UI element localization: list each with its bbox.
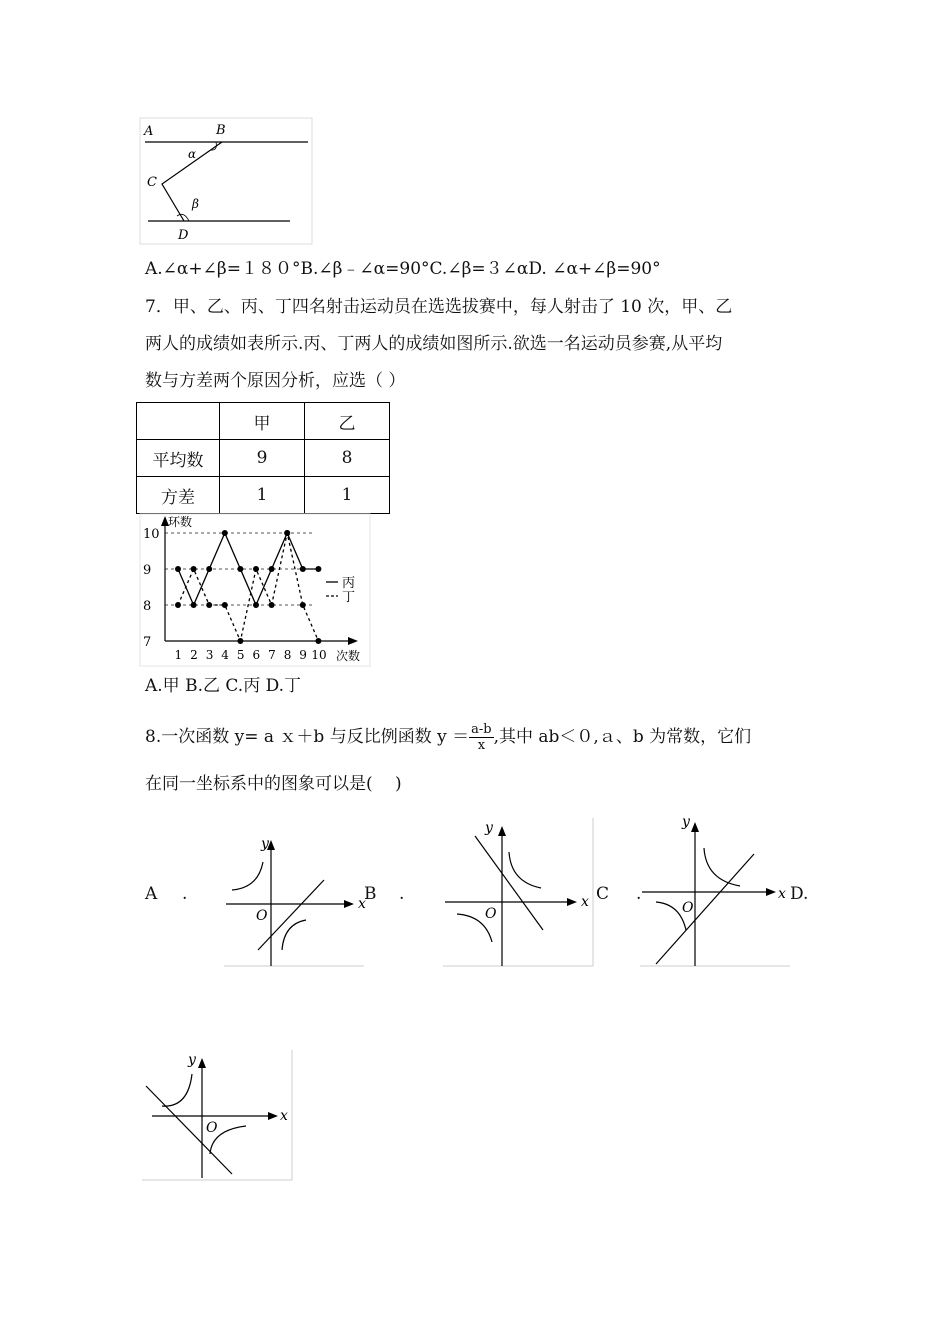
data-point [300, 602, 306, 608]
option-D-label: D. [790, 884, 809, 904]
table-cell: 平均数 [137, 440, 220, 477]
origin-label: O [206, 1120, 218, 1136]
axis-y-label: y [188, 1052, 196, 1068]
linear-graph [656, 854, 754, 964]
option-A-label: A [145, 884, 158, 904]
table-row [137, 403, 390, 440]
option-dot: . [182, 884, 188, 904]
table-cell: 1 [220, 477, 305, 514]
q7-options: A.甲 B.乙 C.丙 D.丁 [145, 676, 302, 696]
origin-label: O [485, 906, 497, 922]
data-point [300, 566, 306, 572]
table-cell: 9 [220, 440, 305, 477]
axis-y-label: y [485, 820, 493, 836]
x-tick-label: 7 [268, 648, 276, 662]
axis-x-label: x [280, 1108, 288, 1124]
data-point [253, 602, 259, 608]
axis-x-label: x [581, 894, 589, 910]
data-point [191, 602, 197, 608]
q8-suffix: ,其中 ab＜０,ａ、b 为常数，它们 [493, 727, 752, 747]
label-D: D [178, 228, 189, 243]
table-row [137, 477, 390, 514]
hyperbola-branch [509, 852, 541, 888]
linear-graph [258, 880, 324, 950]
x-tick-label: 10 [311, 648, 327, 662]
axis-y-label: y [261, 836, 269, 852]
origin-label: O [256, 908, 268, 924]
table-cell: 甲 [220, 403, 305, 440]
axis-x-label: x [358, 896, 366, 912]
axis-y-label: y [682, 814, 690, 830]
x-tick-label: 1 [174, 648, 183, 662]
shooting-chart [140, 514, 370, 666]
table-cell: 8 [305, 440, 390, 477]
data-point [237, 566, 243, 572]
legend-label: 丁 [342, 590, 356, 605]
label-alpha: α [188, 147, 197, 161]
x-tick-label: 9 [299, 648, 307, 662]
x-tick-label: 2 [190, 648, 198, 662]
option-C-label: C [596, 884, 610, 904]
data-point [269, 602, 275, 608]
fraction-denominator: x [477, 738, 486, 753]
label-A: A [144, 124, 154, 139]
data-point [222, 530, 228, 536]
data-point [206, 566, 212, 572]
x-tick-label: 8 [283, 648, 292, 662]
angle-figure [140, 118, 312, 244]
table-cell: 1 [305, 477, 390, 514]
origin-label: O [682, 900, 694, 916]
hyperbola-branch [282, 920, 306, 950]
q8-prefix: 8.一次函数 y= a ｘ＋b 与反比例函数 y ＝ [145, 727, 470, 747]
fraction-numerator: a-b [471, 722, 492, 737]
data-point [315, 566, 321, 572]
y-tick-label: 10 [143, 527, 160, 542]
x-tick-label: 4 [221, 648, 229, 662]
data-point [206, 602, 212, 608]
hyperbola-branch [704, 848, 740, 886]
x-tick-label: 6 [252, 648, 261, 662]
x-axis-label: 次数 [336, 649, 361, 663]
data-point [191, 566, 197, 572]
q7-line3: 数与方差两个原因分析，应选（ ） [145, 371, 406, 391]
table-cell: 乙 [305, 403, 390, 440]
label-C: C [147, 175, 157, 190]
graph-option-A [224, 830, 364, 968]
q8-line2: 在同一坐标系中的图象可以是( ) [145, 774, 402, 794]
graph-option-B [443, 818, 595, 968]
q7-line2: 两人的成绩如表所示.丙、丁两人的成绩如图所示.欲选一名运动员参赛,从平均 [145, 334, 723, 354]
table-row [137, 440, 390, 477]
option-dot: . [399, 884, 405, 904]
option-dot: . [636, 884, 642, 904]
legend-label: 丙 [342, 576, 356, 591]
table-cell: 方差 [137, 477, 220, 514]
x-tick-label: 3 [205, 648, 214, 662]
hyperbola-branch [162, 1074, 192, 1106]
y-tick-label: 7 [143, 635, 152, 650]
data-point [175, 566, 181, 572]
y-tick-label: 8 [143, 599, 152, 614]
option-B-label: B [364, 884, 377, 904]
graph-option-C [640, 814, 792, 968]
data-point [237, 638, 243, 644]
data-point [253, 566, 259, 572]
data-point [269, 566, 275, 572]
x-axis-arrow [348, 637, 358, 645]
q7-line1: 7．甲、乙、丙、丁四名射击运动员在选选拔赛中，每人射击了 10 次，甲、乙 [145, 297, 733, 317]
table-cell [137, 403, 220, 440]
linear-graph [146, 1086, 232, 1174]
label-B: B [216, 123, 226, 138]
data-point [222, 602, 228, 608]
label-beta: β [192, 197, 199, 211]
score-table [136, 402, 390, 514]
data-point [315, 638, 321, 644]
data-point [284, 530, 290, 536]
data-point [175, 602, 181, 608]
fraction [469, 722, 493, 753]
graph-option-D [142, 1050, 294, 1182]
y-tick-label: 9 [143, 563, 152, 578]
y-axis-label: 环数 [168, 515, 193, 529]
axis-x-label: x [778, 886, 786, 902]
q8-line1 [145, 722, 751, 753]
q6-options: A.∠α+∠β=１８０°B.∠β﹣∠α=90°C.∠β=３∠αD. ∠α+∠β=90° [145, 259, 661, 279]
hyperbola-branch [232, 862, 263, 890]
x-tick-label: 5 [236, 648, 245, 662]
